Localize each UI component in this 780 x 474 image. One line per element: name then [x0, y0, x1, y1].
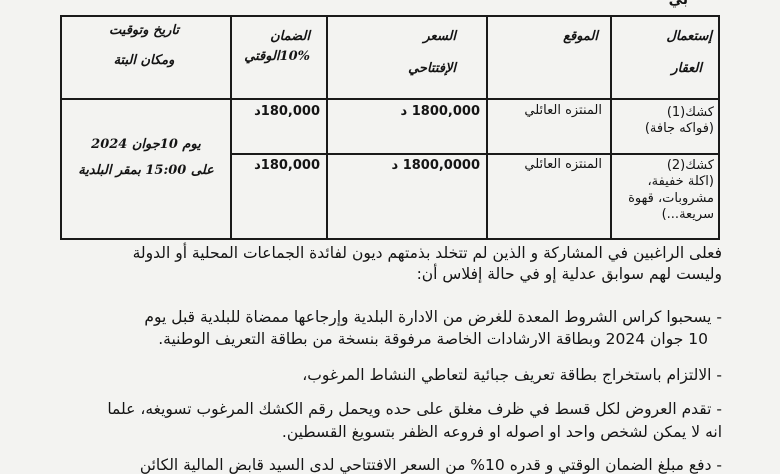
- paragraph-line-2: وليست لهم سوابق عدلية إو في حالة إفلاس أن:: [416, 265, 722, 283]
- row1-guarantee: 180,000د: [254, 104, 320, 119]
- header-date: تاريخ وتوقيت ومكان البتة: [109, 23, 179, 68]
- paragraph-line-4: 10 جوان 2024 وبطاقة الارشادات الخاصة مرفوقة بنسخة من بطاقة التعريف الوطنية.: [158, 330, 708, 348]
- row1-use: كشك(1) (فواكه جافة): [644, 105, 714, 137]
- header-guarantee: الضمان 10%الوقتي: [244, 29, 310, 64]
- table-border-left: [60, 15, 62, 240]
- row2-guarantee: 180,000د: [254, 158, 320, 173]
- top-strip: [0, 0, 780, 10]
- table-border-top: [60, 15, 720, 17]
- table-border-row1: [230, 153, 720, 155]
- header-price: السعر الإفتتاحي: [408, 29, 456, 76]
- table-border-bottom: [60, 238, 720, 240]
- table-border-header: [60, 98, 720, 100]
- paragraph-line-6: - تقدم العروض لكل قسط في ظرف مغلق على حده ويحمل رقم الكشك المرغوب تسويغه، علما: [107, 400, 722, 418]
- paragraph-line-3: - يسحبوا كراس الشروط المعدة للغرض من الادارة البلدية وإرجاعها ممضاة للبلدية قبل يوم: [144, 308, 722, 326]
- row1-price: 1800,000 د: [400, 104, 480, 119]
- header-location: الموقع: [563, 29, 598, 44]
- header-use: إستعمال العقار: [666, 29, 712, 76]
- paragraph-line-1: فعلى الراغبين في المشاركة و الذين لم تتخلد بذمتهم ديون لفائدة الجماعات المحلية أو الدولة: [132, 244, 722, 262]
- row1-location: المنتزه العائلي: [524, 103, 602, 118]
- cut-off-heading: بي: [668, 0, 688, 8]
- date-cell: يوم 10جوان 2024 على 15:00 بمقر البلدية: [78, 137, 214, 178]
- row2-use: كشك(2) (اكلة خفيفة، مشروبات، قهوة سريعة...): [628, 158, 714, 222]
- row2-location: المنتزه العائلي: [524, 157, 602, 172]
- paragraph-line-7: انه لا يمكن لشخص واحد او اصوله او فروعه الظفر بتسويغ القسطين.: [281, 423, 722, 441]
- table-border-right: [718, 15, 720, 240]
- row2-price: 1800,0000 د: [391, 158, 480, 173]
- paragraph-line-5: - الالتزام باستخراج بطاقة تعريف جبائية لتعاطي النشاط المرغوب،: [302, 366, 722, 384]
- auction-table: [60, 15, 720, 240]
- table-col-divider-3: [486, 15, 488, 240]
- paragraph-line-8: - دفع مبلغ الضمان الوقتي و قدره 10% من السعر الافتتاحي لدى السيد قابض المالية الكائن: [139, 456, 722, 474]
